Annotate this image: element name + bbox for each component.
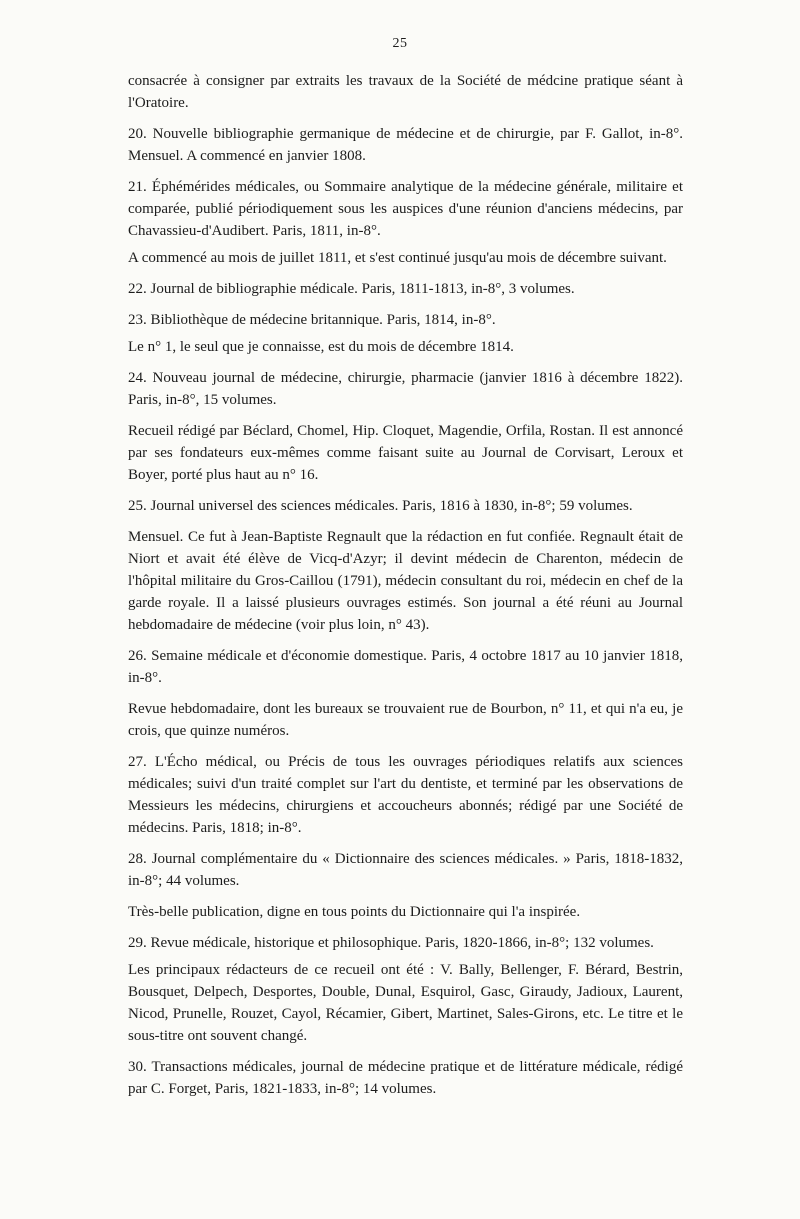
entry-29: 29. Revue médicale, historique et philosophique. Paris, 1820-1866, in-8°; 132 volumes. <box>128 935 654 951</box>
entry-28: 28. Journal complémentaire du « Dictionnaire des sciences médicales. » Paris, 1818-1832, in-8°; 44 volumes. <box>128 851 683 889</box>
entry-21-note: A commencé au mois de juillet 1811, et s'est continué jusqu'au mois de décembre suivant. <box>128 250 667 266</box>
entry-24: 24. Nouveau journal de médecine, chirurgie, pharmacie (janvier 1816 à décembre 1822). Paris, in-8°, 15 volumes. <box>128 370 683 408</box>
entry-27: 27. L'Écho médical, ou Précis de tous les ouvrages périodiques relatifs aux sciences médicales; suivi d'un traité complet sur l'art du dentiste, et terminé par les observations de Messieurs les médecins, chirurgiens et accoucheurs abonnés; rédigé par une Société de médecins. Paris, 1818; in-8°. <box>128 754 683 836</box>
entry-25: 25. Journal universel des sciences médicales. Paris, 1816 à 1830, in-8°; 59 volumes. <box>128 498 633 514</box>
entry-29-note: Les principaux rédacteurs de ce recueil ont été : V. Bally, Bellenger, F. Bérard, Bestrin, Bousquet, Delpech, Desportes, Double, Dunal, Esquirol, Gasc, Giraudy, Jadioux, Laurent, Nicod, Prunelle, Rouzet, Cayol, Récamier, Gibert, Martinet, Sales-Girons, etc. Le titre et le sous-titre ont souvent changé. <box>128 962 683 1044</box>
entry-28-note: Très-belle publication, digne en tous points du Dictionnaire qui l'a inspirée. <box>128 904 581 920</box>
entry-25-note: Mensuel. Ce fut à Jean-Baptiste Regnault que la rédaction en fut confiée. Regnault était de Niort et avait été élève de Vicq-d'Azyr; il devint médecin de Charenton, médecin de l'hôpital militaire du Gros-Caillou (1791), médecin consultant du roi, médecin en chef de la garde royale. Il a laissé plusieurs ouvrages estimés. Son journal a été réuni au Journal hebdomadaire de médecine (voir plus loin, n° 43). <box>128 529 683 633</box>
paragraph-continuation: consacrée à consigner par extraits les travaux de la Société de médcine pratique séant à l'Oratoire. <box>128 73 683 111</box>
entry-23: 23. Bibliothèque de médecine britannique. Paris, 1814, in-8°. <box>128 312 496 328</box>
entry-26: 26. Semaine médicale et d'économie domestique. Paris, 4 octobre 1817 au 10 janvier 1818, in-8°. <box>128 648 683 686</box>
entry-30: 30. Transactions médicales, journal de médecine pratique et de littérature médicale, rédigé par C. Forget, Paris, 1821-1833, in-8°; 14 volumes. <box>128 1059 683 1097</box>
entry-26-note: Revue hebdomadaire, dont les bureaux se trouvaient rue de Bourbon, n° 11, et qui n'a eu, je crois, que quinze numéros. <box>128 701 683 739</box>
entry-20: 20. Nouvelle bibliographie germanique de médecine et de chirurgie, par F. Gallot, in-8°. Mensuel. A commencé en janvier 1808. <box>128 126 683 164</box>
entry-22: 22. Journal de bibliographie médicale. Paris, 1811-1813, in-8°, 3 volumes. <box>128 281 575 297</box>
page-body <box>128 70 683 1109</box>
entry-23-note: Le n° 1, le seul que je connaisse, est du mois de décembre 1814. <box>128 339 514 355</box>
page-number: 25 <box>392 36 408 51</box>
entry-21: 21. Éphémérides médicales, ou Sommaire analytique de la médecine générale, militaire et comparée, publié périodiquement sous les auspices d'une réunion d'anciens médecins, par Chavassieu-d'Audibert. Paris, 1811, in-8°. <box>128 179 683 239</box>
entry-24-note: Recueil rédigé par Béclard, Chomel, Hip. Cloquet, Magendie, Orfila, Rostan. Il est annoncé par ses fondateurs eux-mêmes comme faisant suite au Journal de Corvisart, Leroux et Boyer, porté plus haut au n° 16. <box>128 423 683 483</box>
